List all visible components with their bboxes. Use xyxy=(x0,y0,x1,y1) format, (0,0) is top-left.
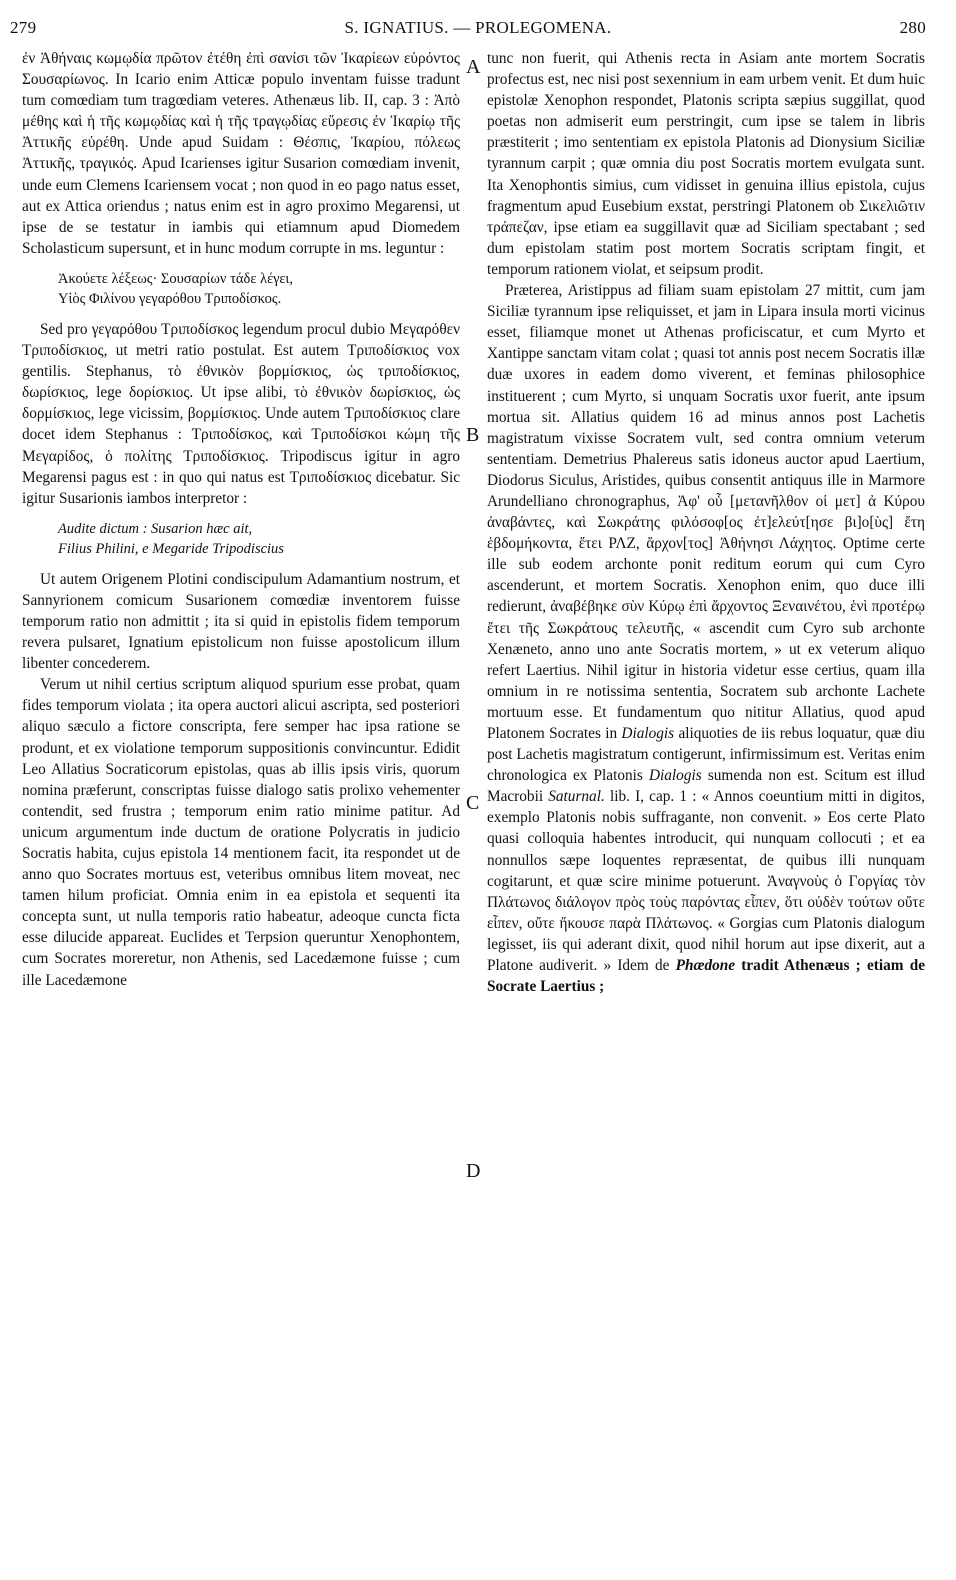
margin-marker-b: B xyxy=(466,424,480,446)
right-p2-text-e: tradit Athenæus ; etiam de Socrate Laertius ; xyxy=(487,957,925,996)
latin-verse-line-1: Audite dictum : Susarion hæc ait, xyxy=(58,520,253,537)
margin-marker-a: A xyxy=(466,56,481,78)
saturnal-italic: Saturnal. xyxy=(548,788,605,806)
margin-marker-d: D xyxy=(466,1160,481,1182)
left-paragraph-1: ἐν Ἀθήναις κωμῳδία πρῶτον ἐτέθη ἐπὶ σανίσι τῶν Ἰκαρίεων εὑρόντος Σουσαρίωνος. In Icario enim Atticæ populo inventam fuisse tradunt tum comœdiam tum tragœdiam veteres. Athenæus lib. II, cap. 3 : Ἀπὸ μέθης καὶ ἡ τῆς κωμῳδίας καὶ ἡ τῆς τραγῳδίας εὕρεσις ἐν Ἰκαρίῳ τῆς Ἀττικῆς εὑρέθη. Unde apud Suidam : Θέσπις, Ἰκαρίου, πόλεως Ἀττικῆς, τραγικός. Apud Icarienses igitur Susarion comœdiam invenit, unde eum Clemens Icariensem vocat ; non quod in eo pago natus esset, aut ex Attica oriendus ; natus enim est in agro proximo Megarensi, ut ipse de se testatur in iambis qui etiamnum apud Diomedem Scholasticum supersunt, et in hunc modum corrupte in ms. leguntur : xyxy=(22,50,460,257)
page-number-left: 279 xyxy=(10,18,37,37)
left-column xyxy=(22,48,460,991)
greek-verse xyxy=(58,269,460,309)
dialogis-italic-1: Dialogis xyxy=(621,725,675,742)
right-paragraph-2 xyxy=(487,280,925,997)
page-number-right: 280 xyxy=(899,18,926,37)
latin-verse xyxy=(58,519,460,559)
running-header xyxy=(0,16,956,42)
dialogis-italic-2: Dialogis xyxy=(648,767,702,785)
greek-verse-line-2: Υἱὸς Φιλίνου γεγαρόθου Τριποδίσκος. xyxy=(58,290,282,307)
right-p2-text-b: aliquoties de iis rebus loquatur, quæ diu post Lachetis magistratum contigerunt, infirmissimum est. Veritas enim chronologica ex Platonis xyxy=(487,725,925,785)
latin-verse-line-2: Filius Philini, e Megaride Tripodiscius xyxy=(58,540,284,557)
right-paragraph-1: tunc non fuerit, qui Athenis recta in Asiam ante mortem Socratis profectus est, nec nisi post sexennium in eam urbem venit. Et dum huic epistolæ Xenophon respondet, Platonis scripta sæpius suggillat, quod poetas non admiserit eum perstringit, cum ipse se talem in libris præstiterit ; imo sententiam ex epistola Platonis ad Dionysium Siciliæ tyrannum carpit ; quæ omnia diu post Socratis mortem evulgata sunt. Ita Xenophontis simius, cum vidisset in genuina illius epistola, cujus fragmentum apud Eusebium exstat, perstringi Platonem ob Σικελιῶτιν τράπεζαν, ipse etiam ea suggillavit quæ ad Siciliam spectabant ; sed dum epistolam statim post mortem Socratis scriptam fingit, et temporum rationem violat, et seipsum prodit. xyxy=(487,50,925,278)
left-paragraph-2: Sed pro γεγαρόθου Τριποδίσκος legendum procul dubio Μεγαρόθεν Τριποδίσκιος, ut metri ratio postulat. Est autem Τριποδίσκιος vox gentilis. Stephanus, τὸ ἐθνικὸν βορμίσκιος, ὡς τριποδίσκιος, δωρίσκιος, lege δορίσκιος. Ut ipse alibi, τὸ ἐθνικὸν δωρίσκιος, ὡς δορμίσκιος, lege vicissim, βορμίσκιος. Unde autem Τριποδίσκιος clare docet idem Stephanus : Τριποδίσκος, καὶ Τριποδίσκοι κώμη τῆς Μεγαρίδος, ὁ πολίτης Τριποδίσκιος. Tripodiscus igitur in agro Megarensi pagus est : in quo qui natus est Τριποδίσκιος dicebatur. Sic igitur Susarionis iambos interpretor : xyxy=(22,320,460,507)
running-title: S. IGNATIUS. — PROLEGOMENA. xyxy=(344,18,612,37)
right-column xyxy=(487,48,925,997)
margin-marker-c: C xyxy=(466,792,480,814)
right-p2-text-a: Præterea, Aristippus ad filiam suam epistolam 27 mittit, cum jam Siciliæ tyrannum ipse reliquisset, et jam in Lipara insula morti vicinus esset, filiamque monet ut Athenas proficiscatur, et cum Myrto et Xantippe sanctam vitam colat ; quasi tot annis post necem Socratis illæ duæ uxores in eadem domo viverent, et feminas philosophice instituerent ; cum Myrto, si unquam Socratis uxor fuerit, ante ipsum mortua sit. Allatius quidem 16 ad minus annos post Lachetis magistratum vixisse Socratem vult, sed contra omnium veterum sententiam. Demetrius Phalereus satis idoneus auctor apud Laertium, Diodorus Siculus, Aristides, quibus consentit antiquus ille in Marmore Arundelliano chronographus, Ἀφ' οὗ [μετανῆλθον οἱ μετ] ἀ Κύρου ἀναβάντες, καὶ Σωκράτης φιλόσοφ[ος ἐτ]ελεύτ[ησε βι]ο[ὺς] ἔτη ἑβδομήκοντα, ἔτει ΡΛΖ, ἄρχον[τος] Ἀθήνησι Λάχητος. Optime certe ille sub eodem archonte ponit reditum eorum qui cum Cyro ascenderunt, et mortem Socratis. Xenophon enim, quo duce illi redierunt, ἀναβέβηκε σὺν Κύρῳ ἐπὶ ἄρχοντος Ξεναινέτου, ἑνὶ προτέρῳ ἔτει τῆς Σωκράτους τελευτῆς, « ascendit cum Cyro sub archonte Xenæneto, anno uno ante Socratis mortem, » ut ex veterum aliquo refert Laertius. Nihil igitur in historia videtur esse certius, quam illa omnium in re notissima sententia, Socratem sub archonte Lachete mortuum esse. Et fundamentum quo nititur Allatius, quod apud Platonem Socrates in xyxy=(487,282,925,742)
left-paragraph-3: Ut autem Origenem Plotini condiscipulum Adamantium nostrum, et Sannyrionem comicum Susarionem comœdiæ inventorem fuisse temporum ratio non admittit ; ita si quid in epistolis fidem temporum revera pulsaret, Ignatium epistolicum non fuisse apostolicum illum libenter concederem. xyxy=(22,570,460,673)
left-paragraph-4: Verum ut nihil certius scriptum aliquod spurium esse probat, quam fides temporum violata ; ita opera auctori alicui ascripta, sed posteriori aliquo sæculo a fictore conscripta, fere semper hac ipsa ratione se produnt, et ex violatione temporum suppositionis convincuntur. Edidit Leo Allatius Socraticorum epistolas, quas ab illis ipsis viris, quorum nomina præferunt, conscriptas fuisse dialogo satis prolixo vehementer contendit, sed frustra ; temporum enim ratio minime patitur. Ad unicum argumentum inde ductum de oratione Polycratis in judicio Socratis habita, cujus epistola 14 mentionem facit, ita respondet ut de anno quo Socrates mortuus est, veteribus omnibus litem moveat, nec tamen hilum proficiat. Omnia enim in ea epistola et sequenti ita concepta sunt, ut nulla temporis ratio habeatur, adeoque cuncta ficta esse dilucide appareat. Euclides et Terpsion queruntur Xenophontem, cum Socrates moreretur, non Athenis, sed Lacedæmone fuisse ; cum ille Lacedæmone xyxy=(22,676,460,989)
phaedone-italic: Phædone xyxy=(675,957,736,975)
right-p2-text-d: lib. I, cap. 1 : « Annos coeuntium mitti in digitos, exemplo Platonis nobis suffragante, non convenit. » Eos certe Plato quasi colloquia habentes introducit, qui nunquam collocuti ; et ea nonnullos sæpe loquentes repræsentat, de quibus illi nunquam cogitarunt, et quæ scire minime potuerunt. Ἀναγνοὺς ὁ Γοργίας τὸν Πλάτωνος διάλογον πρὸς τοὺς παρόντας εἶπεν, ὅτι οὐδὲν τούτων οὔτε εἶπεν, οὔτε ἤκουσε παρὰ Πλάτωνος. « Gorgias cum Platonis dialogum legisset, iis qui aderant dixit, quod nihil horum aut ipse dixerit, aut a Platone audiverit. » Idem de xyxy=(487,788,925,975)
greek-verse-line-1: Ἀκούετε λέξεως· Σουσαρίων τάδε λέγει, xyxy=(58,270,293,287)
right-p2-text-c: sumenda non est. Scitum est illud Macrobii xyxy=(487,767,925,806)
